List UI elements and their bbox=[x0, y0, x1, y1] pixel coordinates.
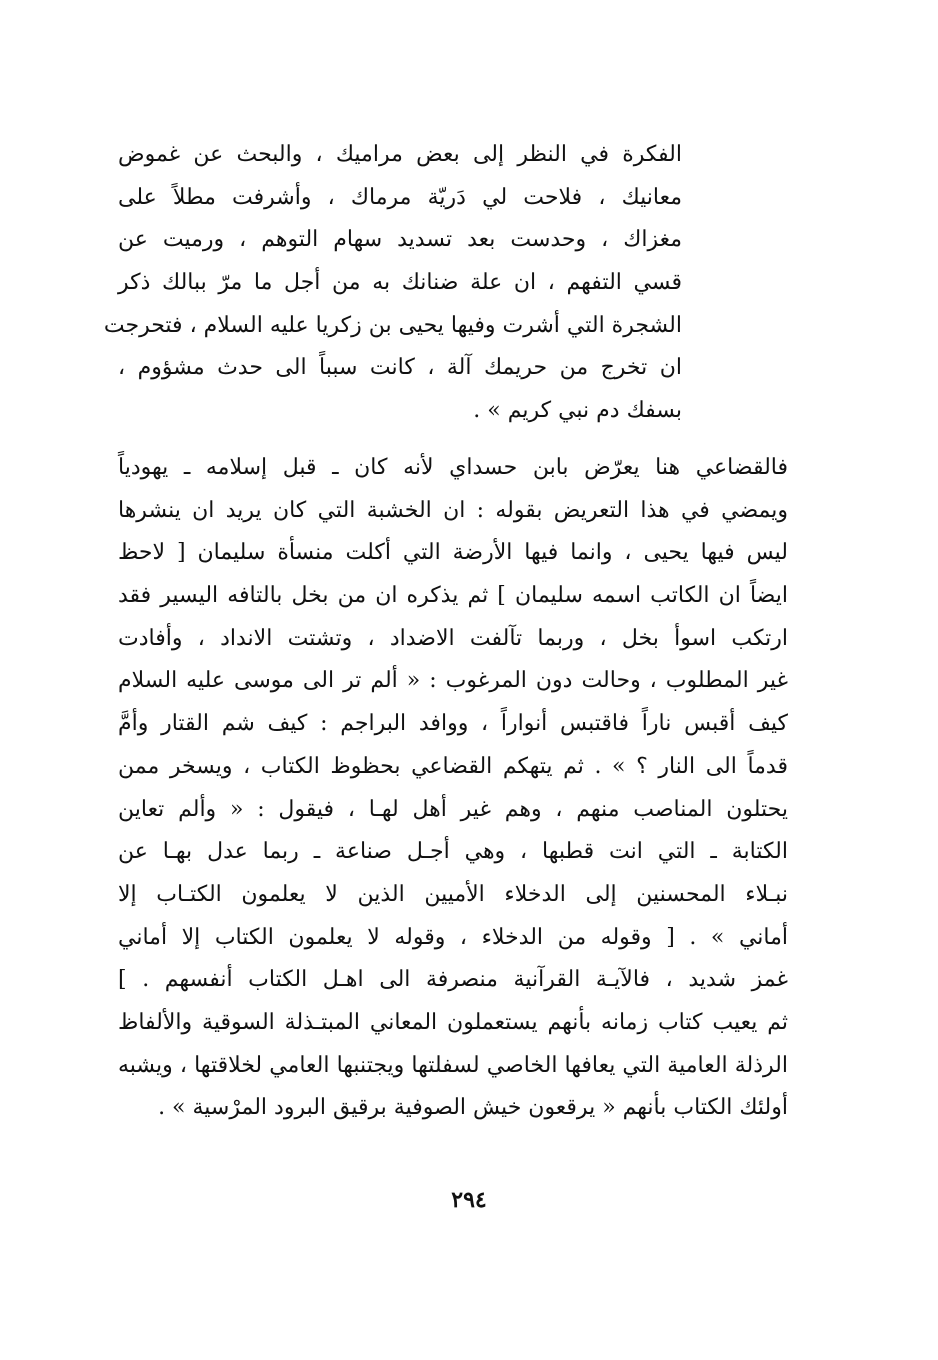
body-line: غمز شديد ، فالآيـة القرآنية منصرفة الى اهـل الكتاب أنفسهم . ] bbox=[118, 967, 788, 993]
quoted-passage bbox=[103, 134, 682, 433]
body-line: ليس فيها يحيى ، وانما فيها الأرضة التي أكلت منسأة سليمان [ لاحظ bbox=[118, 540, 788, 566]
body-line: أولئك الكتاب بأنهم « يرقعون خيش الصوفية برقيق البرود المرْسية » . bbox=[158, 1095, 788, 1121]
body-line: الكتابة ـ التي انت قطبها ، وهي أجـل صناعة ـ ربما عدل بهـا عن bbox=[118, 839, 788, 865]
quote-line: ان تخرج من حريمك آلة ، كانت سبباً الى حدث مشؤوم ، bbox=[118, 355, 682, 381]
body-line: نبـلاء المحسنين إلى الدخلاء الأميين الذين لا يعلمون الكتـاب إلا bbox=[118, 881, 788, 907]
body-line: غير المطلوب ، وحالت دون المرغوب : « ألم تر الى موسى عليه السلام bbox=[118, 668, 788, 694]
quote-line: الشجرة التي أشرت وفيها يحيى بن زكريا عليه السلام ، فتحرجت bbox=[103, 312, 682, 338]
quote-line: قسي التفهم ، ان علة ضنانك به من أجل ما مرّ ببالك ذكر bbox=[118, 270, 682, 296]
quote-line: الفكرة في النظر إلى بعض مراميك ، والبحث عن غموض bbox=[118, 142, 682, 167]
page-number: ٢٩٤ bbox=[451, 1187, 487, 1213]
body-line: يحتلون المناصب منهم ، وهم غير أهل لهـا ، فيقول : « وألم تعاين bbox=[118, 796, 788, 822]
body-line: ويمضي في هذا التعريض بقوله : ان الخشبة التي كان يريد ان ينشرها bbox=[118, 497, 788, 523]
body-line: الرذلة العامية التي يعافها الخاصي لسفلتها ويجتنبها العامي لخلاقتها ، ويشبه bbox=[118, 1052, 788, 1078]
quote-line: مغزاك ، وحدست بعد تسديد سهام التوهم ، ورميت عن bbox=[118, 227, 682, 253]
body-line: ارتكب اسوأ بخل ، وربما تآلفت الاضداد ، وتشتت الانداد ، وأفادت bbox=[118, 625, 788, 651]
body-line: قدماً الى النار ؟ » . ثم يتهكم القضاعي بحظوظ الكتاب ، ويسخر ممن bbox=[118, 753, 788, 779]
body-line: أماني » . [ وقوله من الدخلاء ، وقوله لا يعلمون الكتاب إلا أماني bbox=[118, 924, 788, 950]
body-line: فالقضاعي هنا يعرّض بابن حسداي لأنه كان ـ قبل إسلامه ـ يهودياً bbox=[118, 455, 788, 480]
body-line: ثم يعيب كتاب زمانه بأنهم يستعملون المعاني المبتـذلة السوقية والألفاظ bbox=[118, 1009, 788, 1035]
body-line: ايضاً ان الكاتب اسمه سليمان ] ثم يذكره ان من بخل بالتافه اليسير فقد bbox=[118, 583, 788, 609]
quote-line: بسفك دم نبي كريم » . bbox=[473, 398, 682, 424]
quote-line: معانيك ، فلاحت لي دَريّة مرماك ، وأشرفت مطلاً على bbox=[118, 184, 682, 210]
body-line: كيف أقبس ناراً فاقتبس أنواراً ، ووافد البراجم : كيف شم القتار وأمَّ bbox=[118, 711, 788, 737]
body-paragraph bbox=[118, 447, 788, 1130]
